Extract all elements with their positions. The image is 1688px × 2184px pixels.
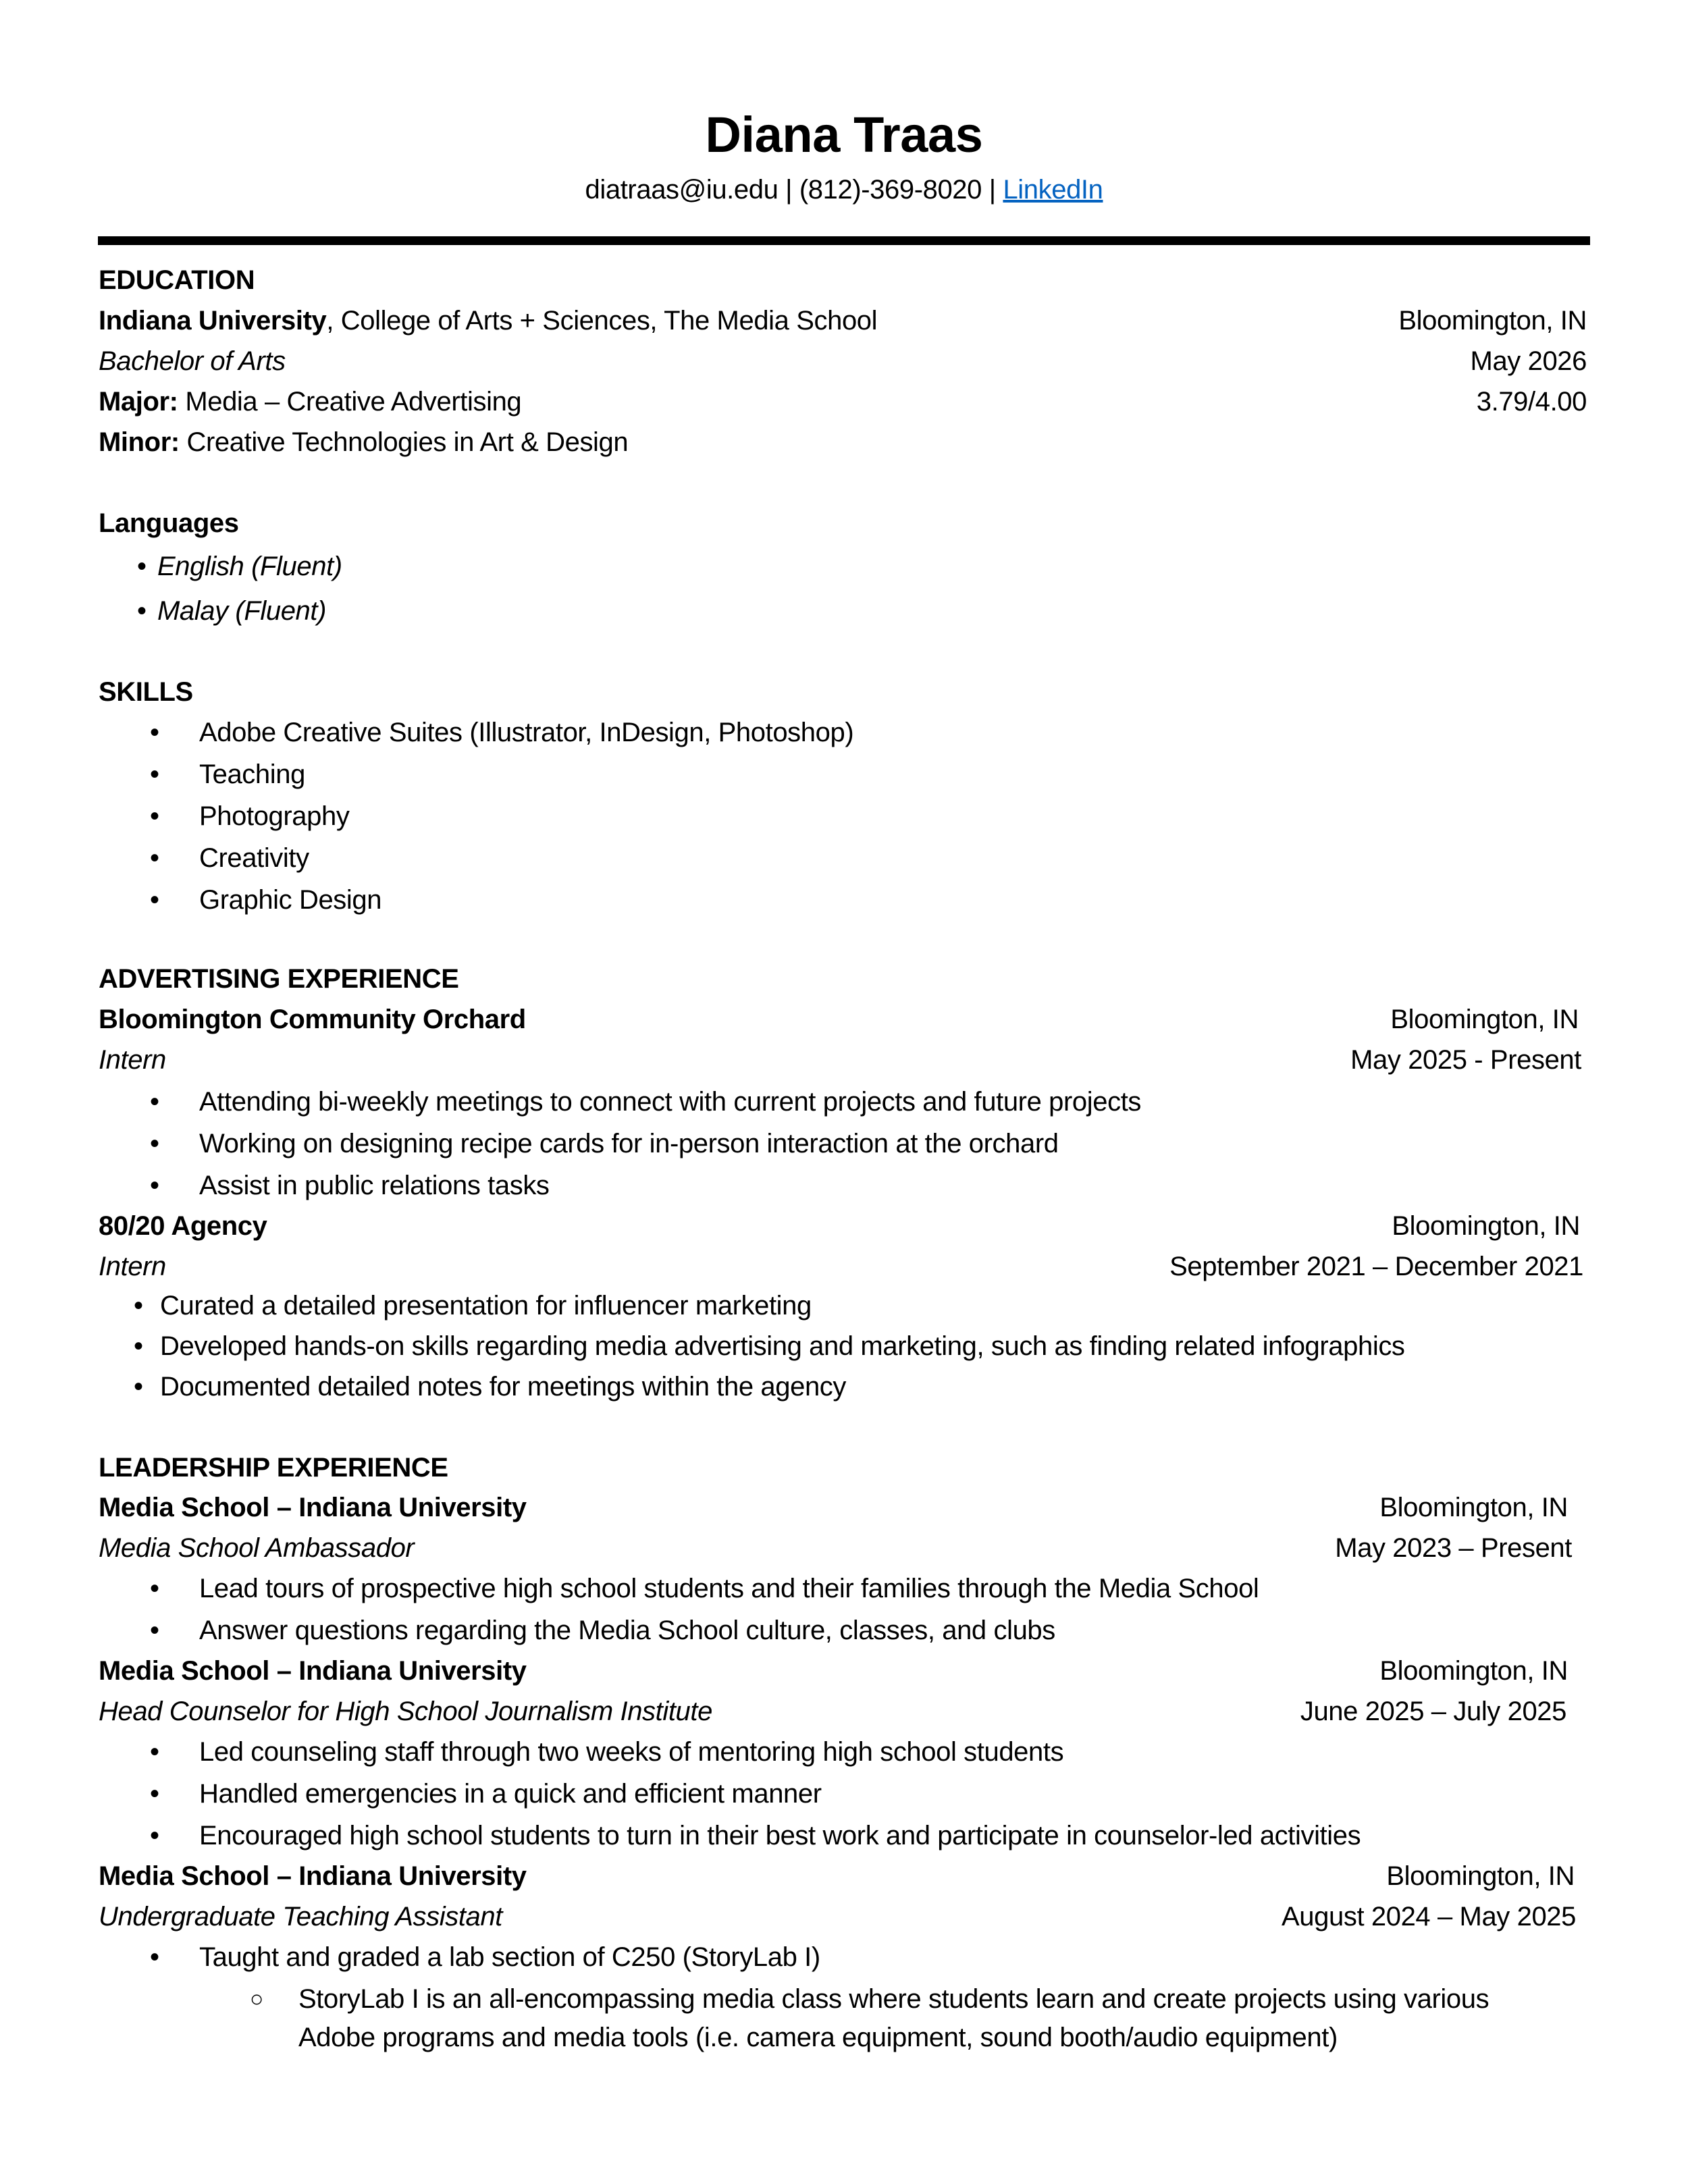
major-line — [99, 385, 521, 419]
job-date: August 2024 – May 2025 — [1282, 1902, 1576, 1932]
major: Media – Creative Advertising — [178, 387, 522, 417]
contact-line — [0, 173, 1688, 207]
job-title: Head Counselor for High School Journalism Institute — [99, 1697, 712, 1726]
job-bullet: Documented detailed notes for meetings within the agency — [160, 1372, 846, 1402]
skill-item: Creativity — [199, 843, 309, 873]
bullet-icon: • — [150, 843, 160, 873]
language-item: English (Fluent) — [157, 552, 342, 581]
job-bullet: Handled emergencies in a quick and efficient manner — [199, 1779, 822, 1809]
bullet-icon: • — [150, 1129, 160, 1158]
gpa: 3.79/4.00 — [1476, 387, 1587, 417]
graduation-date: May 2026 — [1470, 346, 1587, 376]
job-date: May 2023 – Present — [1335, 1533, 1572, 1563]
separator: | — [982, 175, 1003, 205]
job-bullet: Assist in public relations tasks — [199, 1171, 550, 1200]
bullet-icon: • — [150, 1616, 160, 1645]
job-bullet: Led counseling staff through two weeks of mentoring high school students — [199, 1737, 1064, 1767]
job-title: Undergraduate Teaching Assistant — [99, 1902, 502, 1932]
skill-item: Photography — [199, 801, 350, 831]
school-line — [99, 304, 877, 338]
bullet-icon: • — [150, 1087, 160, 1117]
sub-bullet-continued: Adobe programs and media tools (i.e. camera equipment, sound booth/audio equipment) — [298, 2023, 1338, 2052]
school-location: Bloomington, IN — [1398, 306, 1587, 336]
job-location: Bloomington, IN — [1386, 1861, 1575, 1891]
job-title: Media School Ambassador — [99, 1533, 415, 1563]
minor: Creative Technologies in Art & Design — [179, 427, 629, 457]
bullet-icon: • — [150, 718, 160, 747]
hollow-bullet-icon: ○ — [250, 1986, 264, 2012]
languages-heading: Languages — [99, 508, 239, 538]
bullet-icon: • — [137, 596, 147, 626]
bullet-icon: • — [150, 1942, 160, 1972]
skills-heading: SKILLS — [99, 677, 193, 707]
job-location: Bloomington, IN — [1392, 1211, 1580, 1241]
language-item: Malay (Fluent) — [157, 596, 327, 626]
phone: (812)-369-8020 — [799, 175, 982, 205]
major-label: Major: — [99, 387, 178, 417]
job-title: Intern — [99, 1252, 166, 1281]
org-name: Media School – Indiana University — [99, 1493, 527, 1522]
bullet-icon: • — [134, 1372, 144, 1402]
bullet-icon: • — [150, 1779, 160, 1809]
candidate-name: Diana Traas — [705, 107, 983, 163]
job-date: May 2025 - Present — [1350, 1045, 1581, 1075]
bullet-icon: • — [134, 1331, 144, 1361]
job-location: Bloomington, IN — [1379, 1656, 1568, 1686]
skill-item: Teaching — [199, 760, 305, 789]
bullet-icon: • — [150, 760, 160, 789]
job-bullet: Developed hands-on skills regarding media advertising and marketing, such as finding related infographics — [160, 1331, 1405, 1361]
degree: Bachelor of Arts — [99, 346, 286, 376]
job-date: September 2021 – December 2021 — [1169, 1252, 1583, 1281]
bullet-icon: • — [150, 801, 160, 831]
bullet-icon: • — [150, 885, 160, 915]
school-name: Indiana University — [99, 306, 327, 336]
job-bullet: Answer questions regarding the Media School culture, classes, and clubs — [199, 1616, 1055, 1645]
job-bullet: Encouraged high school students to turn in their best work and participate in counselor-led activities — [199, 1821, 1361, 1850]
bullet-icon: • — [150, 1737, 160, 1767]
separator: | — [778, 175, 799, 205]
bullet-icon: • — [137, 552, 147, 581]
job-date: June 2025 – July 2025 — [1300, 1697, 1566, 1726]
skill-item: Graphic Design — [199, 885, 382, 915]
org-name: 80/20 Agency — [99, 1211, 267, 1241]
job-bullet: Taught and graded a lab section of C250 (StoryLab I) — [199, 1942, 820, 1972]
linkedin-link[interactable]: LinkedIn — [1003, 175, 1103, 205]
bullet-icon: • — [134, 1291, 144, 1321]
job-bullet: Attending bi-weekly meetings to connect with current projects and future projects — [199, 1087, 1142, 1117]
org-name: Media School – Indiana University — [99, 1656, 527, 1686]
job-bullet: Working on designing recipe cards for in-person interaction at the orchard — [199, 1129, 1059, 1158]
minor-line — [99, 425, 628, 459]
job-bullet: Lead tours of prospective high school students and their families through the Media School — [199, 1574, 1259, 1603]
bullet-icon: • — [150, 1821, 160, 1850]
school-detail: , College of Arts + Sciences, The Media School — [326, 306, 878, 336]
org-name: Bloomington Community Orchard — [99, 1005, 526, 1034]
org-name: Media School – Indiana University — [99, 1861, 527, 1891]
header-divider — [98, 236, 1590, 245]
job-bullet: Curated a detailed presentation for influencer marketing — [160, 1291, 812, 1321]
job-location: Bloomington, IN — [1379, 1493, 1568, 1522]
advertising-heading: ADVERTISING EXPERIENCE — [99, 964, 459, 994]
job-title: Intern — [99, 1045, 166, 1075]
job-location: Bloomington, IN — [1390, 1005, 1579, 1034]
email: diatraas@iu.edu — [585, 175, 779, 205]
leadership-heading: LEADERSHIP EXPERIENCE — [99, 1453, 448, 1483]
skill-item: Adobe Creative Suites (Illustrator, InDesign, Photoshop) — [199, 718, 854, 747]
bullet-icon: • — [150, 1171, 160, 1200]
sub-bullet: StoryLab I is an all-encompassing media class where students learn and create projects using various — [298, 1984, 1489, 2014]
minor-label: Minor: — [99, 427, 180, 457]
bullet-icon: • — [150, 1574, 160, 1603]
education-heading: EDUCATION — [99, 265, 255, 295]
